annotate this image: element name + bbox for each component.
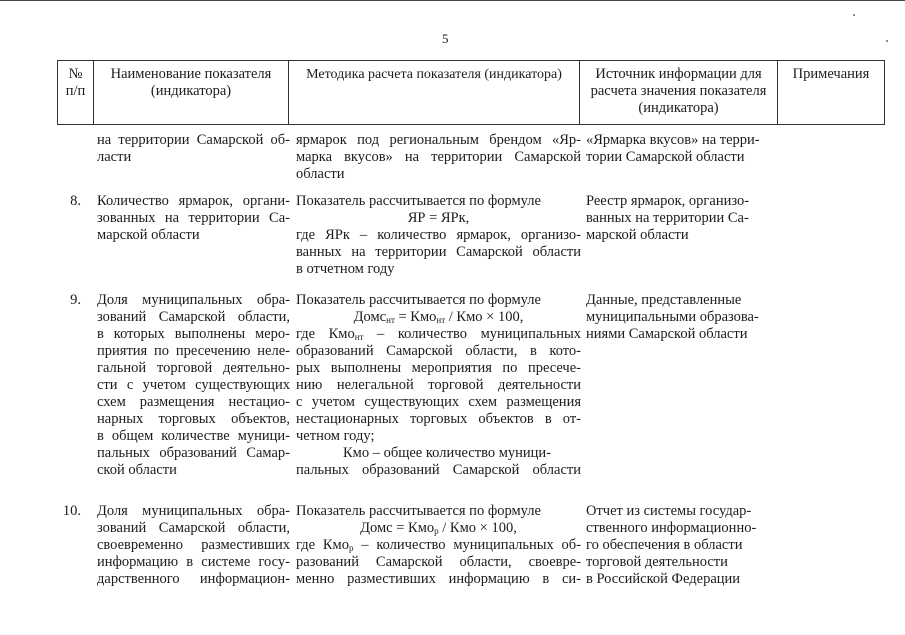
row-cont-source <box>586 132 776 166</box>
text-line: зованных на территории Са- <box>97 210 290 226</box>
text-line: ярмарок под региональным брендом «Яр- <box>296 132 581 148</box>
text-line: «Ярмарка вкусов» на терри- <box>586 132 760 148</box>
text-line: дарственного информацион- <box>97 571 290 587</box>
text-line: тории Самарской области <box>586 149 745 165</box>
row-10-name <box>97 503 290 588</box>
text-line: Данные, представленные <box>586 292 742 308</box>
formula-part: Домс <box>353 309 387 325</box>
row-9-name <box>97 292 290 479</box>
formula-subscript: нт <box>386 315 395 325</box>
row-9-source <box>586 292 776 343</box>
text-line: с учетом существующих схем размещения <box>296 394 581 410</box>
text-line: нию нелегальной торговой деятельности <box>296 377 581 393</box>
formula-subscript: нт <box>354 332 364 342</box>
formula-part: / Кмо × 100, <box>438 520 517 536</box>
formula <box>296 309 581 326</box>
text-line: в Российской Федерации <box>586 571 741 587</box>
text-line: в общем количестве муници- <box>97 428 290 444</box>
row-8-method <box>296 193 581 278</box>
text-line: Количество ярмарок, органи- <box>97 193 290 209</box>
text-line: области <box>296 166 345 182</box>
row-8-number: 8. <box>70 193 81 209</box>
row-9-number: 9. <box>70 292 81 308</box>
text-line: Реестр ярмарок, организо- <box>586 193 750 209</box>
text-line: в которых выполнены меро- <box>97 326 290 342</box>
formula-part: = Кмо <box>394 309 437 325</box>
formula <box>296 520 581 537</box>
text-part: где Кмо <box>296 537 349 553</box>
text-line: марской области <box>586 227 689 243</box>
text-line: Доля муниципальных обра- <box>97 292 290 308</box>
text-line: Кмо – общее количество муници- <box>342 445 551 461</box>
text-line: Отчет из системы государ- <box>586 503 752 519</box>
text-line: образований Самарской области, в кото- <box>296 343 581 359</box>
text-line: Показатель рассчитывается по формуле <box>296 292 541 308</box>
header-notes: Примечания <box>778 61 885 125</box>
text-line: своевременно разместивших <box>97 537 290 553</box>
text-line: зований Самарской области, <box>97 309 290 325</box>
text-line: рых выполнены мероприятия по пресече- <box>296 360 581 376</box>
row-8-source <box>586 193 776 244</box>
text-line: в отчетном году <box>296 261 395 277</box>
text-line: марка вкусов» на территории Самарской <box>296 149 581 165</box>
formula-subscript: р <box>348 543 354 553</box>
header-number: № п/п <box>58 61 94 125</box>
row-10-source <box>586 503 776 588</box>
row-9-method <box>296 292 581 479</box>
header-method: Методика расчета показателя (индикатора) <box>289 61 580 125</box>
row-cont-name <box>97 132 290 166</box>
top-border-line <box>0 0 905 1</box>
text-line: четном году; <box>296 428 375 444</box>
text-line: нарных торговых объектов, <box>97 411 290 427</box>
text-line: разований Самарской области, своевре- <box>296 554 581 570</box>
table-header <box>57 60 885 125</box>
header-indicator-name: Наименование показателя (индикатора) <box>94 61 289 125</box>
text-line: гальной торговой деятельно- <box>97 360 290 376</box>
text-line: го обеспечения в области <box>586 537 743 553</box>
text-line: Показатель рассчитывается по формуле <box>296 193 541 209</box>
text-line: зований Самарской области, <box>97 520 290 536</box>
header-source: Источник информации для расчета значения показателя (индикатора) <box>580 61 778 125</box>
text-line: схем размещения нестацио- <box>97 394 290 410</box>
text-line: менно разместивших информацию в си- <box>296 571 581 587</box>
text-line: ниями Самарской области <box>586 326 748 342</box>
text-line: муниципальными образова- <box>586 309 759 325</box>
text-line: информацию в системе госу- <box>97 554 290 570</box>
text-line <box>296 326 581 343</box>
text-line: где ЯРк – количество ярмарок, организо- <box>296 227 581 243</box>
formula-part: / Кмо × 100, <box>445 309 524 325</box>
text-line: Показатель рассчитывается по формуле <box>296 503 541 519</box>
page-number: 5 <box>442 31 449 46</box>
text-line: ванных на территории Самарской области <box>296 244 581 260</box>
text-line: торговой деятельности <box>586 554 728 570</box>
scan-speck <box>886 40 888 42</box>
scan-speck <box>853 14 855 16</box>
text-line: Доля муниципальных обра- <box>97 503 290 519</box>
text-part: где Кмо <box>296 326 355 342</box>
text-part: – количество муниципальных об- <box>353 537 581 553</box>
text-line: ванных на территории Са- <box>586 210 749 226</box>
formula-subscript: р <box>434 526 439 536</box>
text-line <box>296 537 581 554</box>
text-line: пальных образований Самарской области <box>296 462 581 478</box>
text-line: пальных образований Самар- <box>97 445 290 461</box>
text-line: приятия по пресечению неле- <box>97 343 290 359</box>
text-part: – количество муниципальных <box>363 326 581 342</box>
text-line: ской области <box>97 462 177 478</box>
formula-part: Домс = Кмо <box>360 520 435 536</box>
row-cont-method <box>296 132 581 183</box>
text-line: на территории Самарской об- <box>97 132 290 148</box>
text-line: марской области <box>97 227 200 243</box>
row-8-name <box>97 193 290 244</box>
text-line: сти с учетом существующих <box>97 377 290 393</box>
text-line: ственного информационно- <box>586 520 757 536</box>
text-line: ласти <box>97 149 132 165</box>
row-10-number: 10. <box>62 503 81 519</box>
formula-subscript: нт <box>436 315 446 325</box>
formula: ЯР = ЯРк, <box>407 210 470 226</box>
row-10-method <box>296 503 581 588</box>
text-line: нестационарных торговых объектов в от- <box>296 411 581 427</box>
